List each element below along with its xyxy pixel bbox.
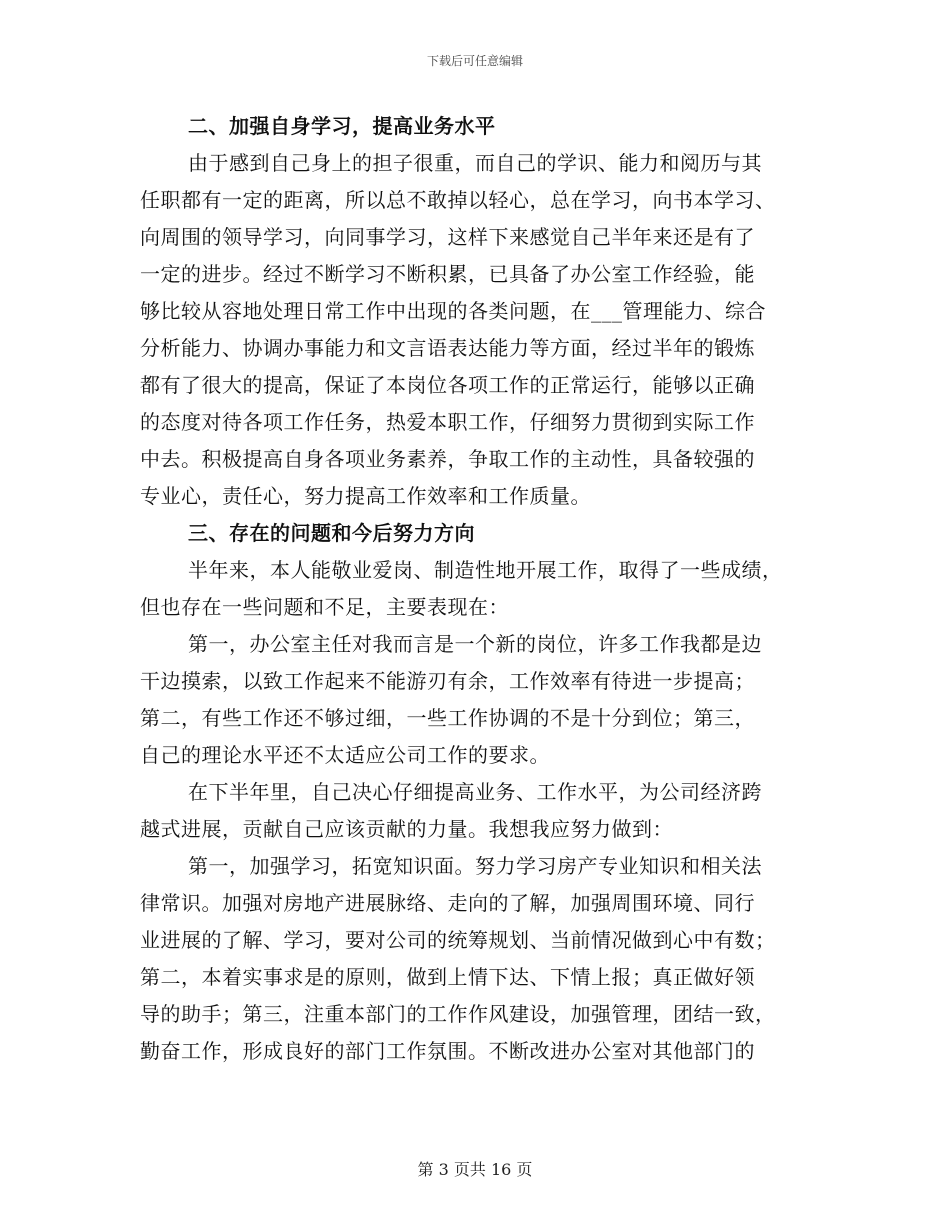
text-line: 分析能力、协调办事能力和文言语表达能力等方面，经过半年的锻炼 <box>140 336 755 360</box>
text-line: 够比较从容地处理日常工作中出现的各类问题，在___管理能力、综合 <box>140 299 766 323</box>
text-line: 第二，有些工作还不够过细，一些工作协调的不是十分到位；第三， <box>140 706 755 730</box>
text-line: 向周围的领导学习，向同事学习，这样下来感觉自己半年来还是有了 <box>140 225 755 249</box>
text-line: 勤奋工作，形成良好的部门工作氛围。不断改进办公室对其他部门的 <box>140 1039 755 1063</box>
text-line: 的态度对待各项工作任务，热爱本职工作，仔细努力贯彻到实际工作 <box>140 410 755 434</box>
text-line: 都有了很大的提高，保证了本岗位各项工作的正常运行，能够以正确 <box>140 373 755 397</box>
text-line: 自己的理论水平还不太适应公司工作的要求。 <box>140 743 550 767</box>
text-line: 业进展的了解、学习，要对公司的统筹规划、当前情况做到心中有数； <box>140 928 776 952</box>
text-line: 干边摸索，以致工作起来不能游刃有余，工作效率有待进一步提高； <box>140 669 755 693</box>
text-line: 越式进展，贡献自己应该贡献的力量。我想我应努力做到： <box>140 817 673 841</box>
text-line: 半年来，本人能敬业爱岗、制造性地开展工作，取得了一些成绩， <box>188 558 783 582</box>
text-line: 由于感到自己身上的担子很重，而自己的学识、能力和阅历与其 <box>188 151 762 175</box>
text-line: 但也存在一些问题和不足，主要表现在： <box>140 595 509 619</box>
text-line: 中去。积极提高自身各项业务素养，争取工作的主动性，具备较强的 <box>140 447 755 471</box>
text-line: 任职都有一定的距离，所以总不敢掉以轻心，总在学习，向书本学习、 <box>140 188 776 212</box>
text-line: 导的助手；第三，注重本部门的工作作风建设，加强管理，团结一致， <box>140 1002 776 1026</box>
text-line: 第一，办公室主任对我而言是一个新的岗位，许多工作我都是边 <box>188 632 762 656</box>
text-line: 在下半年里，自己决心仔细提高业务、工作水平，为公司经济跨 <box>188 780 762 804</box>
section-heading: 三、存在的问题和今后努力方向 <box>188 521 475 545</box>
text-line: 第二，本着实事求是的原则，做到上情下达、下情上报；真正做好领 <box>140 965 755 989</box>
page-number: 第 3 页共 16 页 <box>417 1160 533 1179</box>
text-line: 专业心，责任心，努力提高工作效率和工作质量。 <box>140 484 591 508</box>
text-line: 一定的进步。经过不断学习不断积累，已具备了办公室工作经验，能 <box>140 262 755 286</box>
page-header: 下载后可任意编辑 <box>426 54 523 68</box>
section-heading: 二、加强自身学习，提高业务水平 <box>188 114 496 138</box>
text-line: 第一，加强学习，拓宽知识面。努力学习房产专业知识和相关法 <box>188 854 762 878</box>
text-line: 律常识。加强对房地产进展脉络、走向的了解，加强周围环境、同行 <box>140 891 755 915</box>
